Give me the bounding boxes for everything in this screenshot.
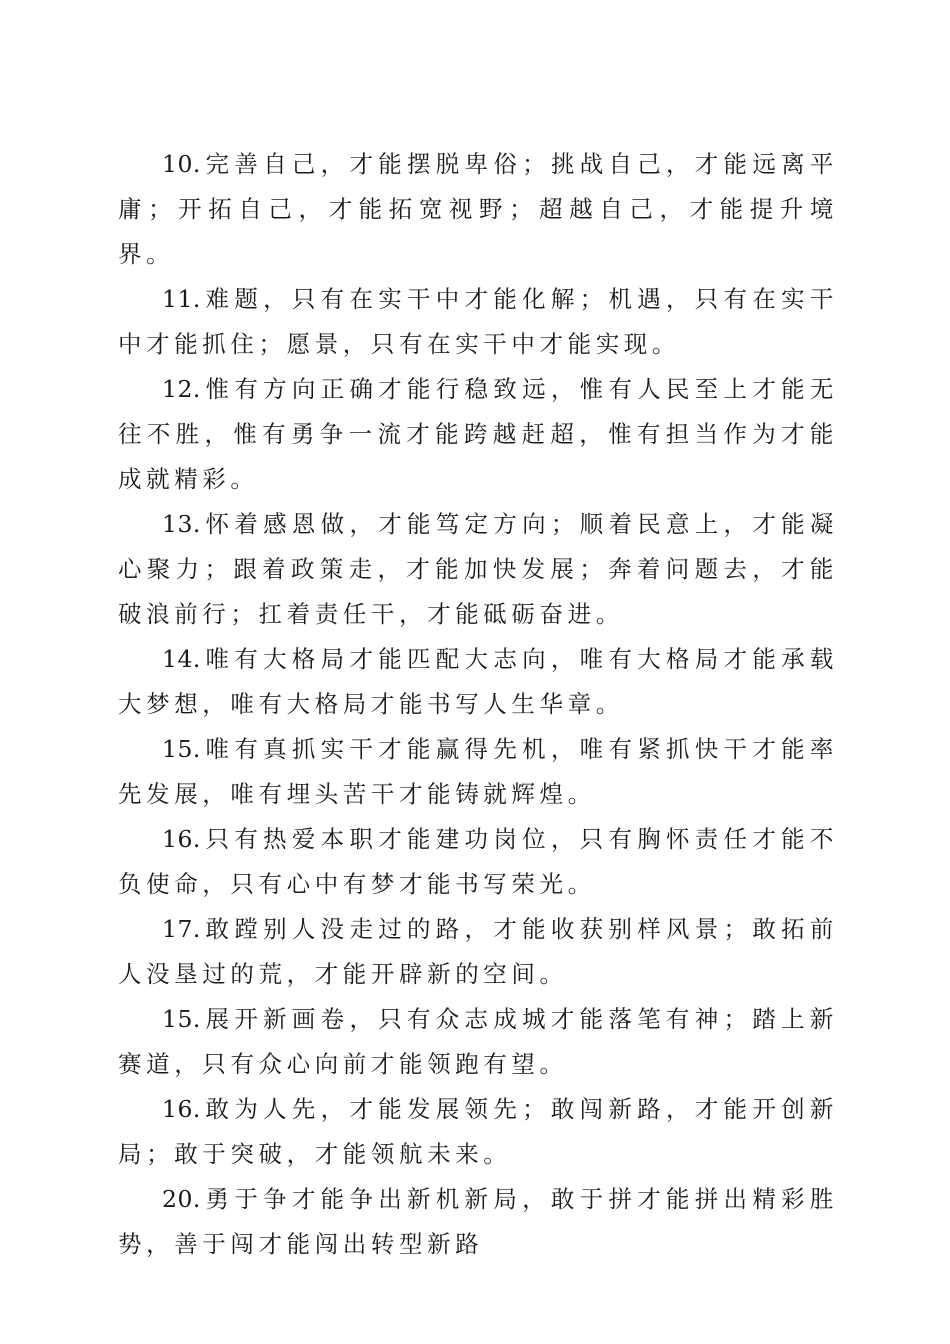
paragraph-text: 敢蹚别人没走过的路，才能收获别样风景；敢拓前人没垦过的荒，才能开辟新的空间。 — [118, 915, 838, 988]
paragraph-number: 16. — [162, 1095, 201, 1123]
paragraph-15b — [118, 997, 838, 1087]
paragraph-text: 惟有方向正确才能行稳致远，惟有人民至上才能无往不胜，惟有勇争一流才能跨越赶超，惟有担当作为才能成就精彩。 — [118, 375, 838, 493]
paragraph-number: 10. — [162, 150, 201, 178]
paragraph-13 — [118, 502, 838, 637]
paragraph-number: 17. — [162, 915, 201, 943]
paragraph-text: 只有热爱本职才能建功岗位，只有胸怀责任才能不负使命，只有心中有梦才能书写荣光。 — [118, 825, 838, 898]
paragraph-17 — [118, 907, 838, 997]
paragraph-11 — [118, 277, 838, 367]
paragraph-16 — [118, 817, 838, 907]
paragraph-text: 唯有真抓实干才能赢得先机，唯有紧抓快干才能率先发展，唯有埋头苦干才能铸就辉煌。 — [118, 735, 838, 808]
paragraph-12 — [118, 367, 838, 502]
paragraph-20 — [118, 1177, 838, 1267]
paragraph-number: 12. — [162, 375, 201, 403]
paragraph-14 — [118, 637, 838, 727]
paragraph-text: 难题，只有在实干中才能化解；机遇，只有在实干中才能抓住；愿景，只有在实干中才能实现。 — [118, 285, 838, 358]
paragraph-number: 15. — [162, 1005, 201, 1033]
paragraph-text: 怀着感恩做，才能笃定方向；顺着民意上，才能凝心聚力；跟着政策走，才能加快发展；奔着问题去，才能破浪前行；扛着责任干，才能砥砺奋进。 — [118, 510, 838, 628]
paragraph-number: 11. — [162, 285, 201, 313]
paragraph-16b — [118, 1087, 838, 1177]
paragraph-text: 展开新画卷，只有众志成城才能落笔有神；踏上新赛道，只有众心向前才能领跑有望。 — [118, 1005, 838, 1078]
paragraph-text: 完善自己，才能摆脱卑俗；挑战自己，才能远离平庸；开拓自己，才能拓宽视野；超越自己，才能提升境界。 — [118, 150, 838, 268]
paragraph-number: 15. — [162, 735, 201, 763]
paragraph-number: 20. — [162, 1185, 201, 1213]
paragraph-10 — [118, 142, 838, 277]
paragraph-number: 13. — [162, 510, 201, 538]
paragraph-number: 16. — [162, 825, 201, 853]
paragraph-text: 勇于争才能争出新机新局，敢于拼才能拼出精彩胜势，善于闯才能闯出转型新路 — [118, 1185, 838, 1258]
paragraph-15 — [118, 727, 838, 817]
paragraph-number: 14. — [162, 645, 201, 673]
paragraph-text: 唯有大格局才能匹配大志向，唯有大格局才能承载大梦想，唯有大格局才能书写人生华章。 — [118, 645, 838, 718]
document-body — [118, 142, 838, 1267]
paragraph-text: 敢为人先，才能发展领先；敢闯新路，才能开创新局；敢于突破，才能领航未来。 — [118, 1095, 838, 1168]
